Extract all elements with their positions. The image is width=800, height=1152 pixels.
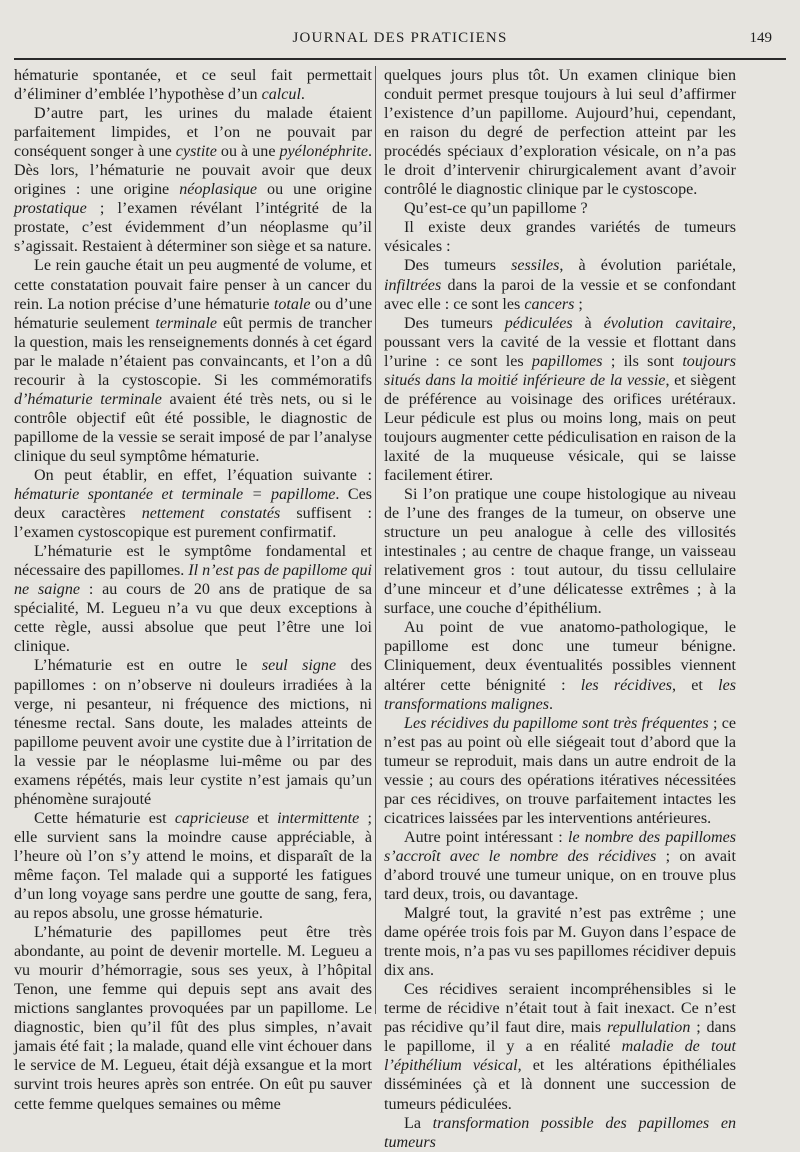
- header-rule: [14, 58, 786, 60]
- column-divider: [375, 66, 376, 1014]
- paragraph: Le rein gauche était un peu augmenté de volume, et cette constatation pouvait faire penser à un cancer du rein. La notion précise d’une hématurie totale ou d’une hématurie seulement terminale eût permis de trancher la question, mais les renseignements donnés à cet égard par le malade n’étaient pas convaincants, et l’on a dû recourir à la cystoscopie. Si les commémoratifs d’hématurie terminale avaient été très nets, ou si le contrôle objectif eût été possible, le diagnostic de papillome de la vessie se serait imposé de par l’analyse clinique du seul symptôme hématurie.: [14, 257, 373, 465]
- paragraph: Au point de vue anatomo-pathologique, le papillome est donc une tumeur bénigne. Cliniquement, deux éventualités possibles viennent altérer cette bénignité : les récidives, et les transformations malignes.: [384, 619, 737, 713]
- journal-title: JOURNAL DES PRATICIENS: [292, 30, 508, 46]
- left-text-column: [14, 66, 372, 1114]
- paragraph: Les récidives du papillome sont très fréquentes ; ce n’est pas au point où elle siégeait tout d’abord que la tumeur se reproduit, mais dans un autre endroit de la vessie ; au cours des opérations itératives nécessitées par ces récidives, on trouve parfaitement intactes les cicatrices laissées par les interventions antérieures.: [384, 714, 736, 827]
- paragraph: L’hématurie des papillomes peut être très abondante, au point de devenir mortelle. M. Legueu a vu mourir d’hémorragie, sous ses yeux, à l’hôpital Tenon, une femme qui depuis sept ans avait des mictions sanglantes provoquées par un papillome. Le diagnostic, bien qu’il fût des plus simples, n’avait jamais été fait ; la malade, quand elle vint échouer dans le service de M. Legueu, était déjà exsangue et la mort survint trois heures après son entrée. On eût pu sauver cette femme quelques semaines ou même: [14, 924, 372, 1113]
- paragraph: Malgré tout, la gravité n’est pas extrême ; une dame opérée trois fois par M. Guyon dans l’espace de trente mois, n’a pas vu ses papillomes récidiver depuis dix ans.: [384, 905, 736, 980]
- paragraph: Autre point intéressant : le nombre des papillomes s’accroît avec le nombre des récidives ; on avait d’abord trouvé une tumeur unique, on en trouve plus tard deux, trois, ou davantage.: [384, 828, 736, 904]
- right-text-column: [384, 66, 736, 1152]
- paragraph: Des tumeurs sessiles, à évolution pariétale, infiltrées dans la paroi de la vessie et se confondant avec elle : ce sont les cancers ;: [384, 257, 736, 313]
- paragraph: On peut établir, en effet, l’équation suivante : hématurie spontanée et terminale = papillome. Ces deux caractères nettement constatés suffisent : l’examen cystoscopique est purement confirmatif.: [14, 466, 373, 542]
- paragraph: L’hématurie est en outre le seul signe des papillomes : on n’observe ni douleurs irradiées à la verge, ni pesanteur, ni fréquence des mictions, ni ténesme rectal. Sans doute, les malades atteints de papillome peuvent avoir une cystite due à l’irritation de la vessie par le néoplasme lui-même ou par des examens répétés, mais leur cystite n’est jamais qu’un phénomène surajouté: [14, 657, 372, 808]
- paragraph: hématurie spontanée, et ce seul fait permettait d’éliminer d’emblée l’hypothèse d’un calcul.: [14, 67, 372, 104]
- paragraph: L’hématurie est le symptôme fondamental et nécessaire des papillomes. Il n’est pas de papillome qui ne saigne : au cours de 20 ans de pratique de sa spécialité, M. Legueu n’a vu que deux exceptions à cette règle, aussi absolue que peut l’être une loi clinique.: [14, 543, 373, 656]
- paragraph: La transformation possible des papillomes en tumeurs: [384, 1114, 737, 1151]
- running-header: [14, 28, 786, 54]
- page-number: 149: [749, 30, 772, 46]
- paragraph: Qu’est-ce qu’un papillome ?: [404, 200, 588, 218]
- paragraph: Cette hématurie est capricieuse et intermittente ; elle survient sans la moindre cause appréciable, à l’heure où l’on s’y attend le moins, et disparaît de la même façon. Tel malade qui a supporté les fatigues d’un long voyage sans perdre une goutte de sang, fera, au repos absolu, une grosse hématurie.: [14, 809, 372, 923]
- paragraph: Ces récidives seraient incompréhensibles si le terme de récidive n’était tout à fait inexact. Ce n’est pas récidive qu’il faut dire, mais repullulation ; dans le papillome, il y a en réalité maladie de tout l’épithélium vésical, et les altérations épithéliales disséminées çà et là donnent une succession de tumeurs pédiculées.: [384, 981, 737, 1113]
- paragraph: Si l’on pratique une coupe histologique au niveau de l’une des franges de la tumeur, on observe une structure un peu analogue à celle des villosités intestinales ; au centre de chaque frange, un vaisseau relativement gros : tout autour, du tissu cellulaire d’une minceur et d’une délicatesse extrêmes ; à la surface, une couche d’épithélium.: [384, 486, 736, 618]
- paragraph: Il existe deux grandes variétés de tumeurs vésicales :: [384, 219, 736, 256]
- paragraph: D’autre part, les urines du malade étaient parfaitement limpides, et l’on ne pouvait par conséquent songer à une cystite ou à une pyélonéphrite. Dès lors, l’hématurie ne pouvait avoir que deux origines : une origine néoplasique ou une origine prostatique ; l’examen révélant l’intégrité de la prostate, c’est évidemment d’un néoplasme qu’il s’agissait. Restaient à déterminer son siège et sa nature.: [14, 105, 372, 256]
- paragraph: Des tumeurs pédiculées à évolution cavitaire, poussant vers la cavité de la vessie et flottant dans l’urine : ce sont les papillomes ; ils sont toujours situés dans la moitié inférieure de la vessie, et siègent de préférence au voisinage des orifices urétéraux. Leur pédicule est plus ou moins long, mais on peut toujours augmenter cette pédiculisation en raison de la laxité de la muqueuse vésicale, qui se laisse facilement étirer.: [384, 314, 736, 484]
- paragraph: quelques jours plus tôt. Un examen clinique bien conduit permet presque toujours à lui seul d’affirmer l’existence d’un papillome. Aujourd’hui, cependant, en raison du degré de perfection atteint par les procédés spéciaux d’exploration vésicale, on n’a pas le droit d’intervenir chirurgicalement avant d’avoir contrôlé le diagnostic clinique par le cystoscope.: [384, 67, 736, 199]
